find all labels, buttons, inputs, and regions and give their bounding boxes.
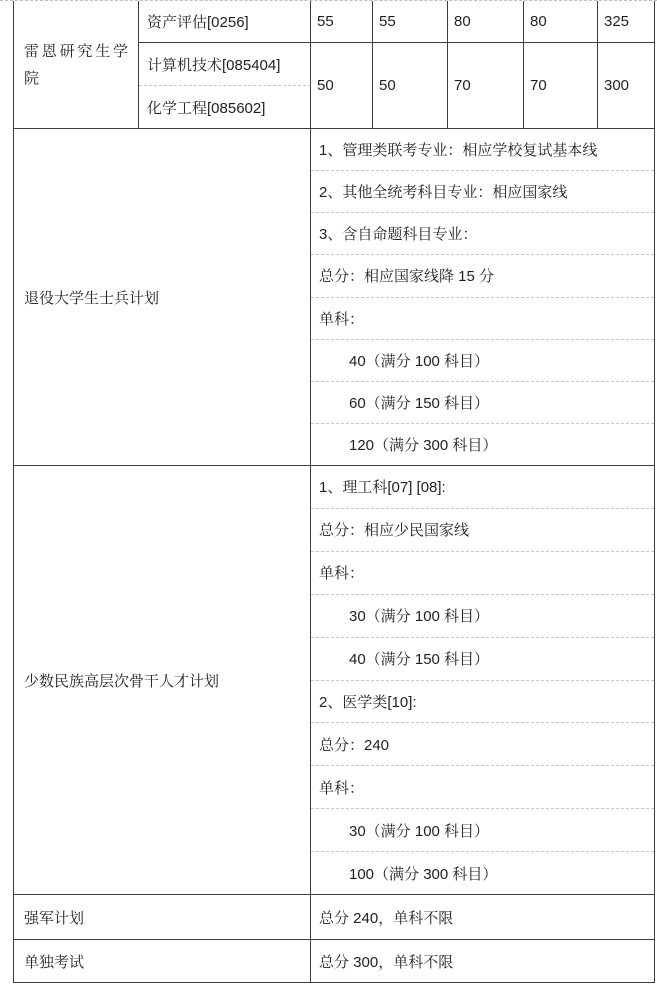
criteria-lines — [311, 129, 654, 465]
criteria-line: 2、医学类[10]: — [311, 680, 654, 723]
criteria-line: 总分 300，单科不限 — [319, 953, 454, 971]
criteria-lines — [311, 466, 654, 894]
score-cell-merged: 70 — [448, 43, 524, 128]
plan-label: 少数民族高层次骨干人才计划 — [14, 466, 311, 894]
criteria-line: 单科： — [311, 765, 654, 808]
school-name: 雷恩研究生学院 — [24, 42, 128, 87]
major-cell: 资产评估[0256] — [139, 1, 311, 43]
school-name-cell — [14, 1, 139, 128]
criteria-line: 3、含自命题科目专业： — [311, 212, 654, 254]
score-cell-merged: 50 — [311, 43, 373, 128]
score-cell: 55 — [373, 1, 448, 43]
plan-label: 单独考试 — [14, 940, 311, 982]
criteria-lines — [311, 895, 654, 939]
criteria-line: 30（满分 100 科目） — [311, 808, 654, 851]
criteria-line: 总分：240 — [311, 722, 654, 765]
criteria-line: 100（满分 300 科目） — [311, 851, 654, 894]
criteria-line: 单科： — [311, 551, 654, 594]
criteria-line: 1、管理类联考专业：相应学校复试基本线 — [319, 142, 598, 160]
criteria-line: 60（满分 150 科目） — [311, 381, 654, 423]
score-cell: 325 — [598, 1, 654, 43]
plan-section-ethnic-minority — [14, 466, 654, 895]
criteria-line: 40（满分 150 科目） — [311, 637, 654, 680]
plan-section-veteran-soldier — [14, 129, 654, 466]
score-cell-merged: 50 — [373, 43, 448, 128]
score-cell: 80 — [524, 1, 598, 43]
major-cell: 计算机技术[085404] — [139, 43, 311, 85]
criteria-lines — [311, 940, 654, 982]
school-majors-section — [14, 1, 654, 129]
criteria-line: 120（满分 300 科目） — [311, 423, 654, 465]
criteria-line: 总分 240，单科不限 — [319, 909, 454, 927]
criteria-line: 单科： — [311, 297, 654, 339]
score-cell-merged: 70 — [524, 43, 598, 128]
criteria-line: 30（满分 100 科目） — [311, 594, 654, 637]
criteria-line: 40（满分 100 科目） — [311, 339, 654, 381]
criteria-line: 总分：相应国家线降 15 分 — [311, 254, 654, 296]
criteria-line: 1、理工科[07] [08]: — [319, 479, 446, 497]
plan-section-military-strengthening — [14, 895, 654, 940]
score-cell: 55 — [311, 1, 373, 43]
plan-section-separate-exam — [14, 940, 654, 982]
major-cell: 化学工程[085602] — [139, 85, 311, 128]
plan-label: 退役大学生士兵计划 — [14, 129, 311, 465]
admission-score-table — [13, 1, 655, 983]
plan-label: 强军计划 — [14, 895, 311, 939]
score-cell: 80 — [448, 1, 524, 43]
score-cell-merged: 300 — [604, 77, 630, 94]
criteria-line: 总分：相应少民国家线 — [311, 508, 654, 551]
criteria-line: 2、其他全统考科目专业：相应国家线 — [311, 170, 654, 212]
